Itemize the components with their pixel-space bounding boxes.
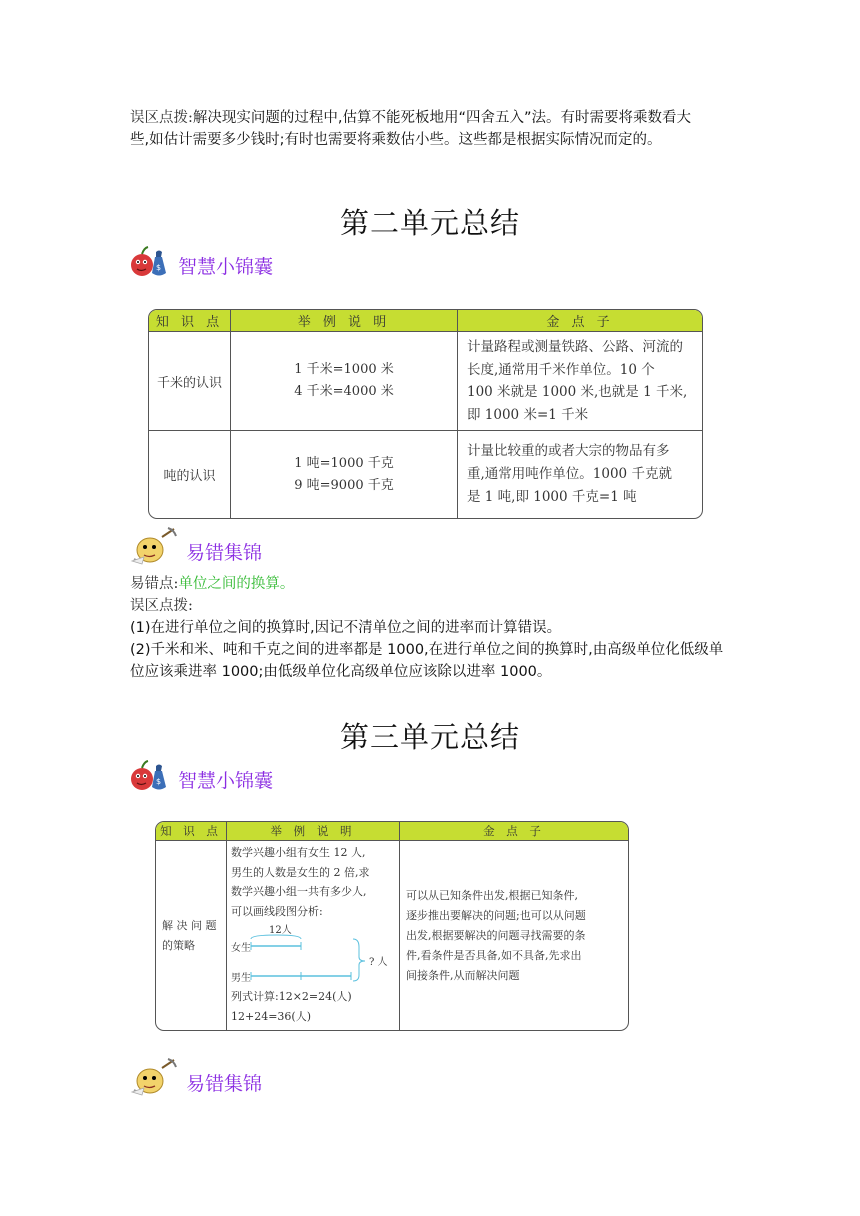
problem-line: 数学兴趣小组一共有多少人, <box>231 885 367 898</box>
tip-line: 重,通常用吨作单位。1000 千克就 <box>467 466 672 482</box>
apple-moneybag-icon <box>128 243 170 279</box>
note-text-1: 解决现实问题的过程中,估算不能死板地用“四舍五入”法。有时需要将乘数看大 <box>192 110 692 126</box>
table-row <box>149 332 702 431</box>
tip-line: 100 米就是 1000 米,也就是 1 千米, <box>467 384 688 400</box>
tip-line: 是 1 吨,即 1000 千克=1 吨 <box>467 489 637 505</box>
header-example: 举 例 说 明 <box>227 822 400 841</box>
svg-text:$: $ <box>156 263 162 272</box>
error-point-text: 单位之间的换算。 <box>178 576 295 592</box>
section-label: 智慧小锦囊 <box>178 770 274 792</box>
problem-line: 男生的人数是女生的 2 倍,求 <box>231 865 370 879</box>
analysis-line-2a: (2)千米和米、吨和千克之间的进率都是 1000,在进行单位之间的换算时,由高级单位化低级单 <box>130 642 724 658</box>
diagram-girls-label: 女生 <box>231 943 251 954</box>
top-note <box>130 107 740 151</box>
unit2-section-wisdom <box>128 243 273 279</box>
row-tip <box>400 841 628 1030</box>
segment-diagram <box>231 921 395 987</box>
unit3-section-errors <box>130 1058 262 1096</box>
svg-text:$: $ <box>156 777 162 786</box>
row-topic <box>156 841 227 1030</box>
unit3-section-wisdom <box>128 757 273 793</box>
header-topic: 知 识 点 <box>156 822 227 841</box>
unit2-error-notes <box>130 573 750 683</box>
header-example: 举 例 说 明 <box>231 310 458 332</box>
problem-line: 可以画线段图分析: <box>231 904 323 918</box>
diagram-boys-label: 男生 <box>231 973 251 984</box>
tip-line: 计量比较重的或者大宗的物品有多 <box>467 443 670 459</box>
tip-line: 件,看条件是否具备,如不具备,先求出 <box>406 948 582 962</box>
table-row <box>156 841 628 1030</box>
table-row <box>149 431 702 518</box>
analysis-label: 误区点拨: <box>130 598 193 614</box>
calc-line: 12+24=36(人) <box>231 1009 312 1023</box>
row-example <box>231 431 458 518</box>
topic-line: 解 决 问 题 <box>162 918 217 932</box>
analysis-line-1: (1)在进行单位之间的换算时,因记不清单位之间的进率而计算错误。 <box>130 620 562 636</box>
section-label: 易错集锦 <box>186 542 263 564</box>
note-text-2: 些,如估计需要多少钱时;有时也需要将乘数估小些。这些都是根据实际情况而定的。 <box>130 132 662 148</box>
section-label: 易错集锦 <box>186 1073 263 1095</box>
diagram-top-label: 12人 <box>269 925 292 936</box>
problem-line: 数学兴趣小组有女生 12 人, <box>231 846 366 859</box>
apple-moneybag-icon <box>128 757 170 793</box>
tip-line: 可以从已知条件出发,根据已知条件, <box>406 888 578 902</box>
example-line: 9 吨=9000 千克 <box>294 477 394 493</box>
note-label: 误区点拨: <box>130 110 193 126</box>
row-example <box>227 841 400 1030</box>
topic-line: 的策略 <box>162 938 195 952</box>
header-tip: 金 点 子 <box>400 822 628 841</box>
potato-pickaxe-icon <box>130 527 178 565</box>
row-topic: 千米的认识 <box>149 332 231 431</box>
section-label: 智慧小锦囊 <box>178 256 274 278</box>
example-line: 4 千米=4000 米 <box>294 384 394 399</box>
potato-pickaxe-icon <box>130 1058 178 1096</box>
unit3-title: 第三单元总结 <box>339 720 520 754</box>
tip-line: 出发,根据要解决的问题寻找需要的条 <box>406 928 586 942</box>
example-line: 1 吨=1000 千克 <box>294 455 394 471</box>
unit2-knowledge-table <box>148 309 703 519</box>
unit2-title: 第二单元总结 <box>339 206 520 240</box>
tip-line: 间接条件,从而解决问题 <box>406 968 520 982</box>
unit2-section-errors <box>130 527 262 565</box>
example-line: 1 千米=1000 米 <box>294 362 394 377</box>
tip-line: 即 1000 米=1 千米 <box>467 406 589 423</box>
row-tip <box>458 431 702 518</box>
header-tip: 金 点 子 <box>458 310 702 332</box>
error-point-label: 易错点: <box>130 576 179 592</box>
row-tip <box>458 332 702 431</box>
tip-line: 逐步推出要解决的问题;也可以从问题 <box>406 908 586 922</box>
analysis-line-2b: 位应该乘进率 1000;由低级单位化高级单位应该除以进率 1000。 <box>130 664 552 680</box>
tip-line: 长度,通常用千米作单位。10 个 <box>467 361 655 378</box>
calc-line: 列式计算:12×2=24(人) <box>231 990 352 1003</box>
unit3-knowledge-table <box>155 821 629 1031</box>
tip-line: 计量路程或测量铁路、公路、河流的 <box>467 339 683 355</box>
diagram-question-label: ? 人 <box>369 957 388 968</box>
row-example <box>231 332 458 431</box>
header-topic: 知 识 点 <box>149 310 231 332</box>
row-topic: 吨的认识 <box>149 431 231 518</box>
